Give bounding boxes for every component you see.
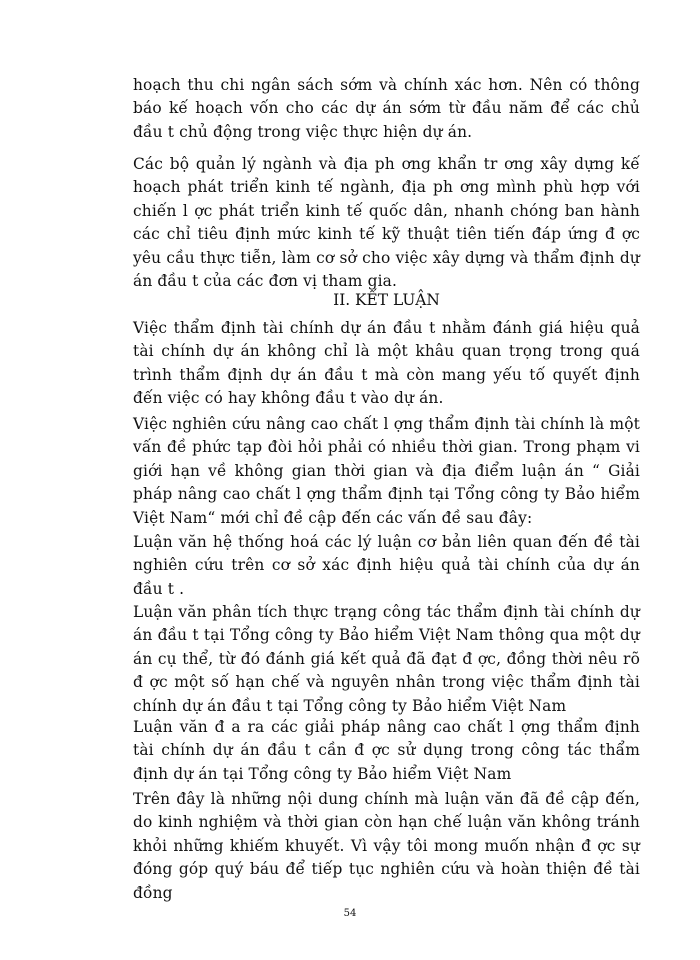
paragraph-research-scope: Việc nghiên cứu nâng cao chất l ợng thẩm định tài chính là một vấn đề phức tạp đòi hỏi phải có nhiều thời gian. Trong phạm vi giới hạn về không gian thời gian và địa điểm luận án “ Giải pháp nâng cao chất l ợng thẩm định tại Tổng công ty Bảo hiểm Việt Nam“ mới chỉ đề cập đến các vấn đề sau đây: xyxy=(133,415,640,527)
section-heading: II. KẾT LUẬN xyxy=(333,291,440,309)
paragraph-analysis-summary: Luận văn phân tích thực trạng công tác thẩm định tài chính dự án đầu t tại Tổng công ty Bảo hiểm Việt Nam thông qua một dự án cụ thể, từ đó đánh giá kết quả đã đạt đ ợc, đồng thời nêu rõ đ ợc một số hạn chế và nguyên nhân trong việc thẩm định tài chính dự án đầu t tại Tổng công ty Bảo hiểm Việt Nam xyxy=(133,603,640,715)
paragraph-conclusion-intro: Việc thẩm định tài chính dự án đầu t nhằm đánh giá hiệu quả tài chính dự án không chỉ là một khâu quan trọng trong quá trình thẩm định dự án đầu t mà còn mang yếu tố quyết định đến việc có hay không đầu t vào dự án. xyxy=(133,319,640,408)
paragraph-closing: Trên đây là những nội dung chính mà luận văn đã đề cập đến, do kinh nghiệm và thời gian còn hạn chế luận văn không tránh khỏi những khiếm khuyết. Vì vậy tôi mong muốn nhận đ ợc sự đóng góp quý báu để tiếp tục nghiên cứu và hoàn thiện đề tài đồng xyxy=(133,790,640,902)
paragraph-theory-summary: Luận văn hệ thống hoá các lý luận cơ bản liên quan đến đề tài nghiên cứu trên cơ sở xác định hiệu quả tài chính của dự án đầu t . xyxy=(133,533,640,598)
paragraph-budget-planning: hoạch thu chi ngân sách sớm và chính xác hơn. Nên có thông báo kế hoạch vốn cho các dự án sớm từ đầu năm để các chủ đầu t chủ động trong việc thực hiện dự án. xyxy=(133,76,640,141)
page-number: 54 xyxy=(343,908,357,919)
paragraph-ministries: Các bộ quản lý ngành và địa ph ơng khẩn tr ơng xây dựng kế hoạch phát triển kinh tế ngành, địa ph ơng mình phù hợp với chiến l ợc phát triển kinh tế quốc dân, nhanh chóng ban hành các chỉ tiêu định mức kinh tế kỹ thuật tiên tiến đáp ứng đ ợc yêu cầu thực tiễn, làm cơ sở cho việc xây dựng và thẩm định dự án đầu t của các đơn vị tham gia. xyxy=(133,155,640,291)
paragraph-solutions-summary: Luận văn đ a ra các giải pháp nâng cao chất l ợng thẩm định tài chính dự án đầu t cần đ ợc sử dụng trong công tác thẩm định dự án tại Tổng công ty Bảo hiểm Việt Nam xyxy=(133,718,640,783)
